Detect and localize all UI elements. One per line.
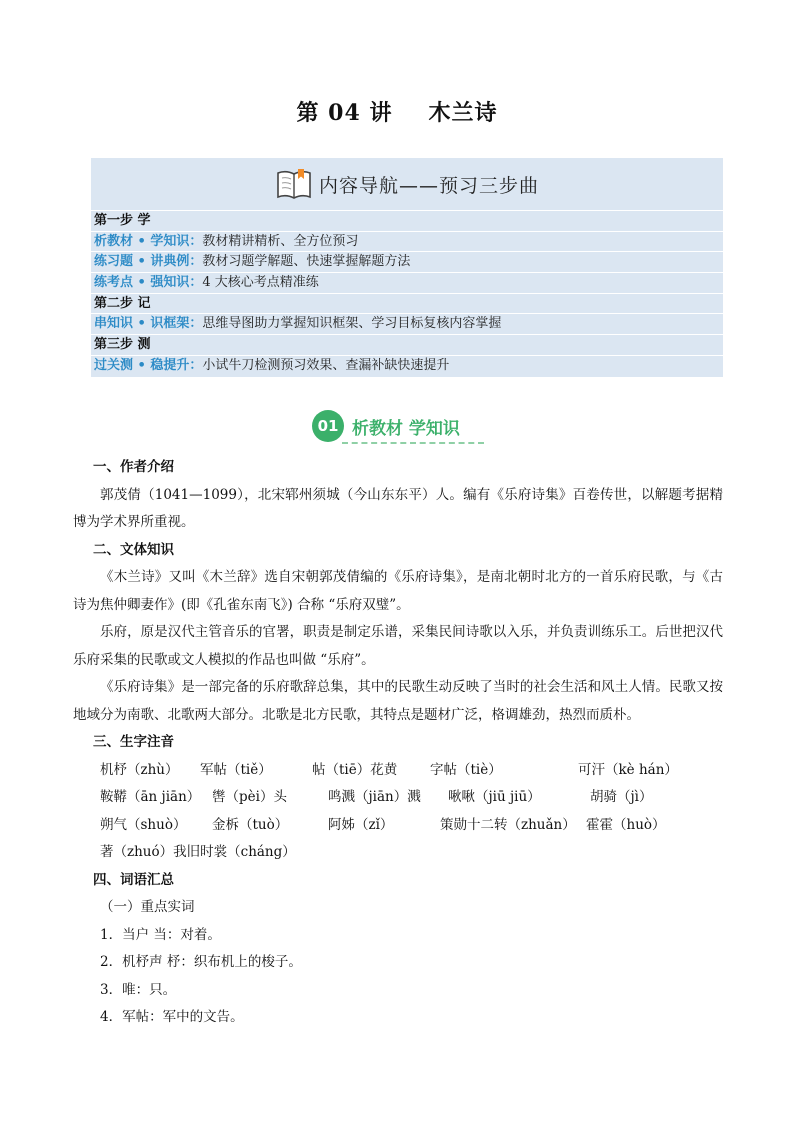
- pinyin-row: [73, 784, 723, 812]
- pinyin-row: [73, 812, 723, 840]
- section-label: 析教材 学知识: [352, 418, 460, 439]
- heading-genre: 二、文体知识: [93, 541, 174, 558]
- nav-step-3: 第三步 测: [91, 335, 723, 356]
- pinyin-entry: 可汗（kè hán）: [578, 761, 678, 778]
- heading-pronunciation: 三、生字注音: [93, 734, 174, 750]
- pinyin-entry: 阿姊（zǐ）: [328, 816, 394, 833]
- pinyin-entry: 霍霍（huò）: [586, 816, 666, 833]
- nav-row-exam-points: 练考点 • 强知识：4 大核心考点精准练: [91, 273, 723, 294]
- lesson-name: 木兰诗: [428, 100, 498, 126]
- nav-step-2: 第二步 记: [91, 294, 723, 315]
- nav-row-textbook: 析教材 • 学知识：教材精讲精析、全方位预习: [91, 232, 723, 253]
- pinyin-row: [73, 839, 723, 867]
- pinyin-entry: 机杼（zhù）: [100, 761, 179, 778]
- pinyin-entry: 朔气（shuò）: [100, 816, 187, 833]
- paragraph-genre-2: 乐府，原是汉代主管音乐的官署，职责是制定乐谱，采集民间诗歌以入乐，并负责训练乐工。后世把汉代乐府采集的民歌或文人模拟的作品也叫做 “乐府”。: [73, 624, 723, 668]
- pinyin-entry: 金柝（tuò）: [212, 816, 289, 833]
- nav-title: 内容导航——预习三步曲: [318, 174, 539, 197]
- pinyin-row: [73, 757, 723, 785]
- heading-author: 一、作者介绍: [93, 459, 174, 475]
- pinyin-entry: 字帖（tiè）: [430, 761, 502, 778]
- subheading-key-words: （一）重点实词: [100, 899, 195, 915]
- paragraph-genre-1: 《木兰诗》又叫《木兰辞》选自宋朝郭茂倩编的《乐府诗集》，是南北朝时北方的一首乐府民歌，与《古诗为焦仲卿妻作》(即《孔雀东南飞》) 合称 “乐府双璧”。: [73, 569, 723, 613]
- pinyin-entry: 辔（pèi）头: [212, 789, 287, 805]
- section-number-badge: 01: [312, 410, 344, 442]
- pinyin-entry: 啾啾（jiū jiū）: [448, 789, 541, 805]
- pinyin-entry: 策勋十二转（zhuǎn）: [440, 816, 576, 833]
- vocab-item: 1．当户 当：对着。: [100, 926, 221, 943]
- paragraph-genre-3: 《乐府诗集》是一部完备的乐府歌辞总集，其中的民歌生动反映了当时的社会生活和风土人情。民歌又按地域分为南歌、北歌两大部分。北歌是北方民歌，其特点是题材广泛，格调雄劲，热烈而质朴。: [73, 679, 723, 723]
- pinyin-entry: 帖（tiē）花黄: [312, 761, 398, 778]
- nav-row-exercises: 练习题 • 讲典例：教材习题学解题、快速掌握解题方法: [91, 252, 723, 273]
- main-content: [73, 454, 723, 1032]
- vocab-item: 2．机杼声 杼：织布机上的梭子。: [100, 954, 302, 970]
- pinyin-entry: 军帖（tiě）: [200, 761, 272, 778]
- nav-header: [91, 158, 723, 211]
- vocab-item: 3．唯：只。: [100, 981, 177, 998]
- open-book-icon: [275, 167, 313, 201]
- vocab-item: 4．军帖：军中的文告。: [100, 1009, 244, 1025]
- heading-vocabulary: 四、词语汇总: [93, 871, 174, 888]
- section-underline: [342, 442, 484, 444]
- page-title: [0, 96, 794, 127]
- pinyin-entry: 著（zhuó）我旧时裳（cháng）: [100, 844, 296, 860]
- pinyin-entry: 鞍鞯（ān jiān）: [100, 789, 201, 805]
- section-heading: [312, 410, 460, 442]
- pinyin-entry: 鸣溅（jiān）溅: [328, 789, 421, 805]
- lecture-number: 第 04 讲: [296, 100, 393, 126]
- content-navigation: [91, 158, 723, 377]
- nav-row-test: 过关测 • 稳提升：小试牛刀检测预习效果、查漏补缺快速提升: [94, 357, 450, 373]
- nav-row-framework: 串知识 • 识框架：思维导图助力掌握知识框架、学习目标复核内容掌握: [91, 314, 723, 335]
- paragraph-author: 郭茂倩（1041—1099），北宋郓州须城（今山东东平）人。编有《乐府诗集》百卷传世，以解题考据精博为学术界所重视。: [73, 486, 723, 530]
- pinyin-entry: 胡骑（jì）: [590, 789, 653, 805]
- nav-step-1: 第一步 学: [91, 211, 723, 232]
